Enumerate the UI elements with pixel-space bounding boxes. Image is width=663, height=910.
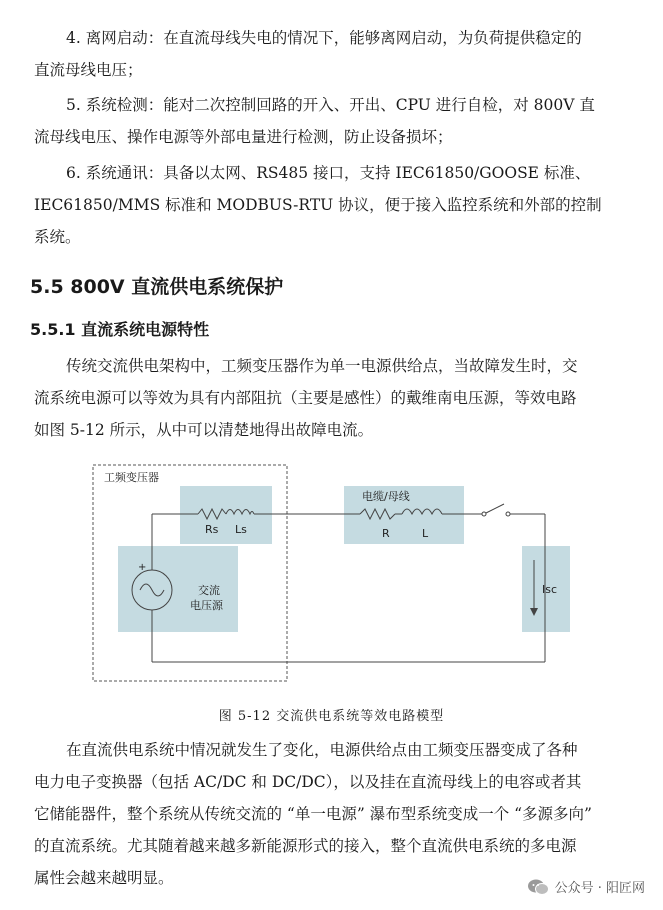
text-line: 电力电子变换器（包括 AC/DC 和 DC/DC），以及挂在直流母线上的电容或者其	[34, 773, 582, 791]
switch-terminal-left	[482, 512, 486, 516]
text-line: 在直流供电系统中情况就发生了变化，电源供给点由工频变压器变成了各种	[66, 741, 578, 759]
transformer-label: 工频变压器	[104, 471, 159, 484]
text-line: 传统交流供电架构中，工频变压器作为单一电源供给点，当故障发生时，交	[66, 357, 578, 375]
paragraph-offgrid-start	[34, 22, 662, 86]
text-line: 的直流系统。尤其随着越来越多新能源形式的接入，整个直流供电系统的多电源	[34, 837, 577, 855]
text-line: 系统。	[34, 228, 81, 246]
text-line: 它储能器件，整个系统从传统交流的 “单一电源” 瀑布型系统变成一个 “多源多向”	[34, 805, 592, 823]
switch-terminal-right	[506, 512, 510, 516]
text-line: 属性会越来越明显。	[34, 869, 174, 887]
text-line: IEC61850/MMS 标准和 MODBUS-RTU 协议，便于接入监控系统和外部的控制	[34, 196, 602, 214]
paragraph-ac-architecture	[34, 350, 662, 446]
rs-ls-box	[180, 486, 272, 544]
source-box	[118, 546, 238, 632]
paragraph-dc-change	[34, 734, 662, 894]
circuit-diagram	[90, 462, 578, 686]
source-label-1: 交流	[198, 584, 220, 597]
ls-label: Ls	[235, 523, 247, 536]
figure-caption: 图 5-12 交流供电系统等效电路模型	[218, 709, 445, 724]
l-label: L	[422, 527, 429, 540]
watermark	[527, 877, 645, 896]
paragraph-system-check	[34, 89, 662, 153]
text-line: 4. 离网启动：在直流母线失电的情况下，能够离网启动，为负荷提供稳定的	[66, 29, 582, 47]
section-heading: 5.5 800V 直流供电系统保护	[30, 276, 284, 298]
rs-label: Rs	[205, 523, 219, 536]
watermark-text: 公众号 · 阳匠网	[554, 881, 645, 896]
text-line: 直流母线电压；	[34, 61, 143, 79]
cable-label: 电缆/母线	[362, 490, 410, 503]
text-line: 如图 5-12 所示，从中可以清楚地得出故障电流。	[34, 421, 374, 439]
subsection-heading: 5.5.1 直流系统电源特性	[30, 320, 210, 339]
switch-blade	[486, 504, 504, 513]
r-label: R	[382, 527, 390, 540]
text-line: 5. 系统检测：能对二次控制回路的开入、开出、CPU 进行自检，对 800V 直	[66, 96, 595, 114]
isc-label: Isc	[542, 583, 558, 596]
plus-sign: +	[138, 562, 147, 573]
text-line: 流系统电源可以等效为具有内部阻抗（主要是感性）的戴维南电压源，等效电路	[34, 389, 577, 407]
source-label-2: 电压源	[190, 599, 223, 612]
text-line: 6. 系统通讯：具备以太网、RS485 接口，支持 IEC61850/GOOSE 标准、	[66, 164, 591, 182]
paragraph-system-comm	[34, 157, 662, 253]
wechat-icon	[527, 878, 549, 896]
text-line: 流母线电压、操作电源等外部电量进行检测，防止设备损坏；	[34, 128, 453, 146]
